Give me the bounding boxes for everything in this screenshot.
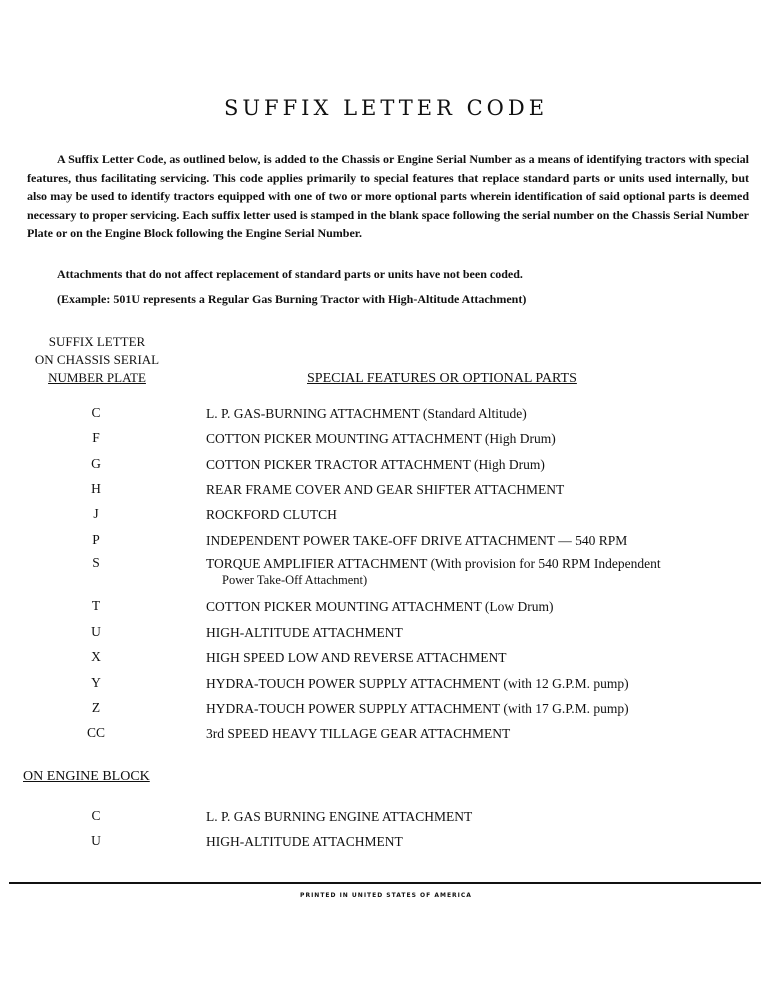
code-description: HIGH-ALTITUDE ATTACHMENT — [206, 625, 403, 640]
suffix-header-line2: ON CHASSIS SERIAL — [34, 352, 160, 367]
code-description-line2: Power Take-Off Attachment) — [222, 573, 368, 587]
code-description: L. P. GAS BURNING ENGINE ATTACHMENT — [206, 809, 473, 824]
suffix-code: Y — [91, 675, 101, 690]
printed-in-footer: PRINTED IN UNITED STATES OF AMERICA — [300, 892, 472, 899]
attachments-note: Attachments that do not affect replacement of standard parts or units have not been coded. — [57, 267, 523, 281]
code-description-line1: TORQUE AMPLIFIER ATTACHMENT (With provision for 540 RPM Independent — [206, 556, 661, 571]
code-description: ROCKFORD CLUTCH — [206, 507, 337, 522]
intro-paragraph: A Suffix Letter Code, as outlined below, is added to the Chassis or Engine Serial Number as a means of identifying tractors with special features, thus facilitating servicing. This code applies primarily to special features that replace standard parts or units used internally, but also may be used to identify tractors equipped with one of two or more optional parts wherein identification of said optional parts is deemed necessary to proper servicing. Each suffix letter used is stamped in the blank space following the serial number on the Chassis Serial Number Plate or on the Engine Block following the Engine Serial Number. — [27, 152, 749, 241]
suffix-code: CC — [86, 725, 105, 740]
suffix-column-header — [22, 333, 172, 387]
example-note: (Example: 501U represents a Regular Gas Burning Tractor with High-Altitude Attachment) — [57, 292, 527, 306]
code-description: 3rd SPEED HEAVY TILLAGE GEAR ATTACHMENT — [206, 726, 511, 741]
code-description: INDEPENDENT POWER TAKE-OFF DRIVE ATTACHMENT — 540 RPM — [206, 533, 628, 548]
suffix-code: J — [93, 506, 99, 521]
suffix-code: G — [91, 456, 101, 471]
code-description — [206, 555, 751, 589]
footer-divider — [9, 882, 761, 884]
code-description: COTTON PICKER TRACTOR ATTACHMENT (High Drum) — [206, 457, 545, 472]
suffix-code: C — [91, 405, 101, 420]
code-description: HYDRA-TOUCH POWER SUPPLY ATTACHMENT (with 12 G.P.M. pump) — [206, 676, 629, 691]
suffix-code: X — [91, 649, 101, 664]
suffix-header-line3: NUMBER PLATE — [48, 370, 146, 385]
suffix-header-line1: SUFFIX LETTER — [48, 334, 146, 349]
suffix-code: P — [92, 532, 100, 547]
features-column-header: SPECIAL FEATURES OR OPTIONAL PARTS — [307, 371, 577, 386]
code-description: L. P. GAS-BURNING ATTACHMENT (Standard Altitude) — [206, 406, 527, 421]
suffix-code: Z — [91, 700, 101, 715]
code-description: COTTON PICKER MOUNTING ATTACHMENT (High Drum) — [206, 431, 556, 446]
suffix-code: T — [91, 598, 101, 613]
code-description: HIGH-ALTITUDE ATTACHMENT — [206, 834, 403, 849]
suffix-code: U — [91, 624, 101, 639]
page-title: SUFFIX LETTER CODE — [223, 96, 549, 120]
suffix-code: F — [92, 430, 100, 445]
suffix-code: H — [91, 481, 101, 496]
engine-block-section-title: ON ENGINE BLOCK — [23, 769, 150, 784]
suffix-code: S — [92, 555, 100, 570]
code-description: HYDRA-TOUCH POWER SUPPLY ATTACHMENT (with 17 G.P.M. pump) — [206, 701, 629, 716]
suffix-code: U — [91, 833, 101, 848]
code-description: REAR FRAME COVER AND GEAR SHIFTER ATTACHMENT — [206, 482, 565, 497]
suffix-code: C — [91, 808, 101, 823]
code-description: COTTON PICKER MOUNTING ATTACHMENT (Low Drum) — [206, 599, 554, 614]
code-description: HIGH SPEED LOW AND REVERSE ATTACHMENT — [206, 650, 507, 665]
